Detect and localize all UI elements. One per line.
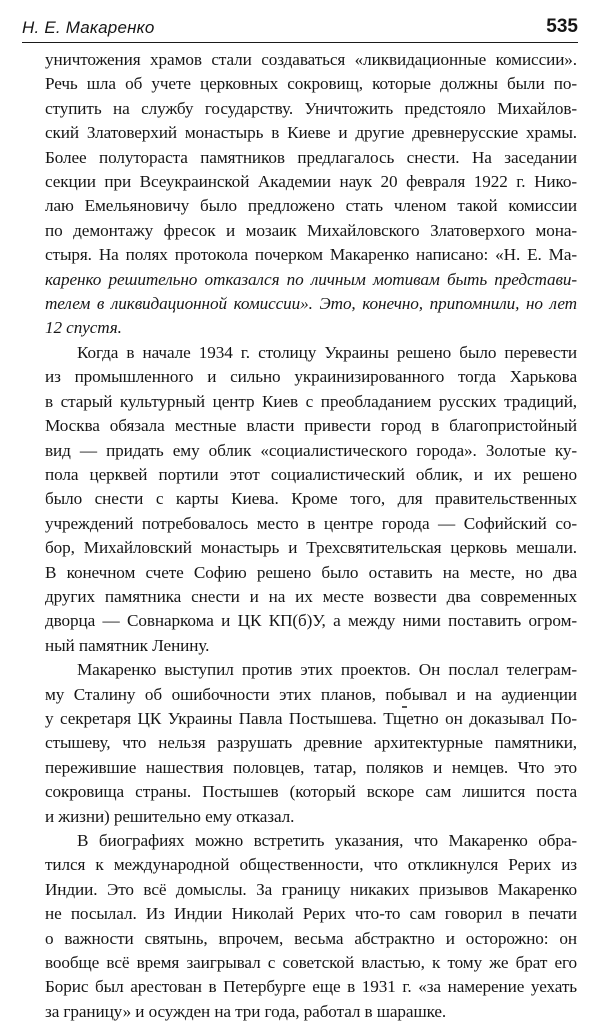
text-line: вообще всё время заигрывал с советской властью, к тому же брат его (45, 953, 577, 973)
text-line: Борис был арестован в Петербурге еще в 1931 г. «за намерение уехать (45, 977, 577, 997)
text-line: вид — придать ему облик «социалистического города». Золотые ку- (45, 440, 577, 460)
text-line: му Сталину об ошибочности этих планов, побывал и на аудиенции (45, 684, 577, 704)
text-line: и жизни) решительно ему отказал. (45, 806, 295, 826)
text-line: ступить на службу государству. Уничтожить предстояло Михайлов- (45, 98, 577, 118)
text-line: в старый культурный центр Киев с преобладанием русских традиций, (45, 391, 577, 411)
text-line: ский Златоверхий монастырь в Киеве и другие древнерусские храмы. (45, 123, 577, 143)
text-line: сокровища страны. Постышев (который вскоре сам лишится поста (45, 782, 577, 802)
text-line: В биографиях можно встретить указания, что Макаренко обра- (77, 831, 577, 850)
page-number: 535 (546, 16, 578, 37)
text-line: пережившие нашествия половцев, татар, поляков и немцев. Что это (45, 757, 577, 777)
text-line: из промышленного и сильно украинизированного тогда Харькова (45, 367, 577, 387)
text-line: тился к международной общественности, что откликнулся Рерих из (45, 855, 577, 875)
text-line: секции при Всеукраинской Академии наук 20 февраля 1922 г. Нико- (45, 172, 577, 192)
text-line: стыря. На полях протокола почерком Макаренко написано: «Н. Е. Ма- (45, 245, 577, 265)
body-text (45, 48, 577, 1024)
text-line-italic: 12 спустя. (45, 318, 122, 338)
paragraph-1 (45, 48, 577, 341)
text-line: Москва обязала местные власти привести город в благопристойный (45, 416, 577, 436)
text-line: ный памятник Ленину. (45, 635, 210, 655)
text-line: Индии. Это всё домыслы. За границу никаких призывов Макаренко (45, 879, 577, 899)
text-line: дворца — Совнаркома и ЦК КП(б)У, а между ними поставить огром- (45, 611, 577, 631)
text-line: по демонтажу фресок и мозаик Михайловского Златоверхого мона- (45, 220, 577, 240)
paragraph-4 (45, 829, 577, 1024)
text-line: у секретаря ЦК Украины Павла Постышева. Тщетно он доказывал По- (45, 708, 577, 728)
text-line: пола церквей портили этот социалистический облик, и их решено (45, 464, 577, 484)
text-line: было снести с карты Киева. Кроме того, для правительственных (45, 489, 577, 509)
text-line-italic: каренко решительно отказался по личным мотивам быть представи- (45, 269, 577, 289)
text-line: учреждений потребовалось место в центре города — Софийский со- (45, 513, 577, 533)
text-line: других памятника снести и на их месте возвести два современных (45, 586, 577, 606)
text-line: не посылал. Из Индии Николай Рерих что-то сам говорил в печати (45, 904, 577, 924)
text-line: о важности святынь, впрочем, весьма абстрактно и осторожно: он (45, 928, 577, 948)
text-line: стышеву, что нельзя разрушать древние архитектурные памятники, (45, 733, 577, 753)
paragraph-3 (45, 658, 577, 829)
text-line: уничтожения храмов стали создаваться «ликвидационные комиссии». (45, 50, 577, 69)
text-line-italic: телем в ликвидационной комиссии». Это, конечно, припомнили, но лет (45, 294, 577, 314)
text-line: Речь шла об учете церковных сокровищ, которые должны были по- (45, 74, 577, 94)
text-line: за границу» и осужден на три года, работал в шарашке. (45, 1001, 447, 1021)
text-line: Когда в начале 1934 г. столицу Украины решено было перевести (77, 342, 577, 362)
text-line: В конечном счете Софию решено было оставить на месте, но два (45, 562, 577, 582)
paragraph-2 (45, 341, 577, 658)
header-rule (22, 42, 578, 43)
running-header-author: Н. Е. Макаренко (22, 18, 155, 37)
text-line: Более полутораста памятников предлагалось снести. На заседании (45, 147, 577, 167)
running-header (22, 14, 578, 38)
text-line: лаю Емельяновичу было предложено стать членом такой комиссии (45, 196, 577, 216)
text-line: бор, Михайловский монастырь и Трехсвятительская церковь мешали. (45, 538, 577, 558)
text-line: Макаренко выступил против этих проектов. Он послал телеграм- (77, 660, 577, 680)
stray-print-mark (402, 706, 407, 708)
